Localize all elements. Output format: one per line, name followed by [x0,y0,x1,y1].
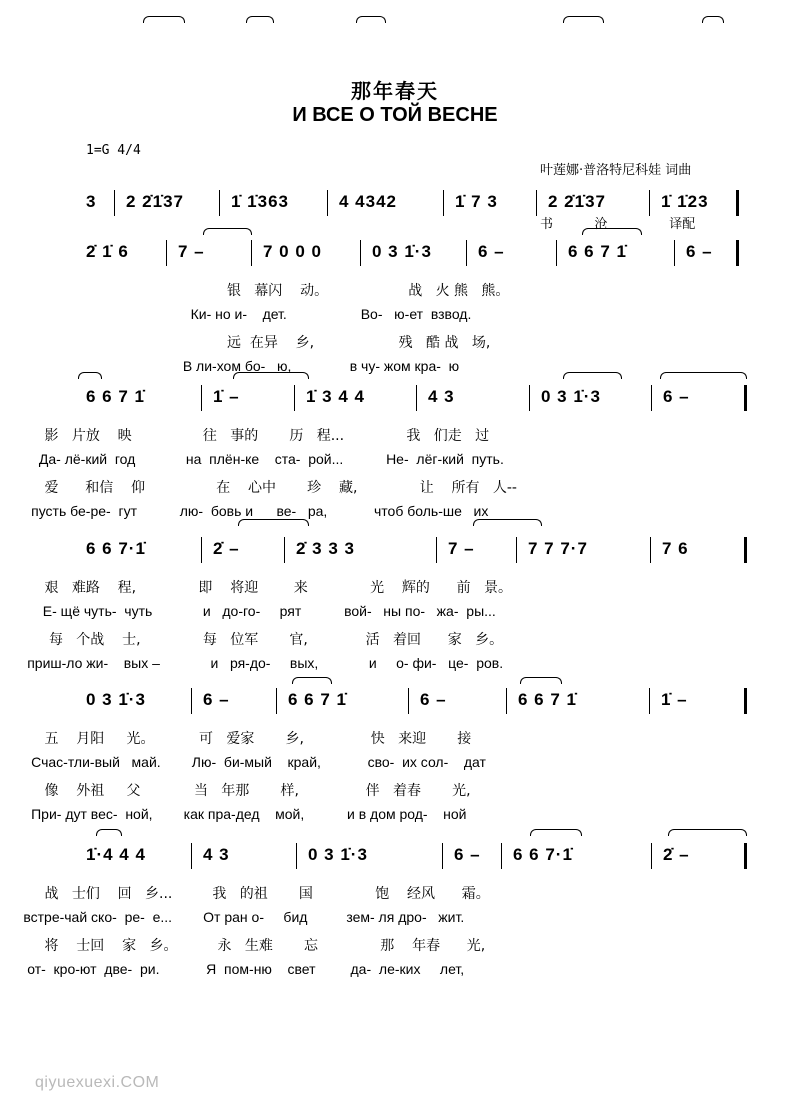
lyric-line: 爱 和信 仰 在 心中 珍 藏, 让 所有 人-- [0,480,517,496]
barline [442,843,443,869]
barline [506,688,507,714]
barline [201,385,202,411]
barline [650,537,651,563]
lyric-line: Да- лё-кий год на плён-ке ста- рой... Не- лёг-кий путь. [0,451,504,467]
credit-line: 书 沧 译配 [540,217,696,232]
watermark: qiyuexuexi.COM [35,1074,160,1091]
barline [649,190,650,216]
tie-arc [473,519,542,526]
lyric-line: Е- щё чуть- чуть и до-го- рят вой- ны по- жа- ры... [0,603,496,619]
measure: 6 – [454,845,481,864]
tie-arc [563,16,604,23]
measure: 1̇ 1̇363 [231,192,289,211]
barline [416,385,417,411]
measure: 0 3 1̇·3 [308,845,368,864]
lyric-line: В ли-хом бо- ю, в чу- жом кра- ю [0,358,460,374]
barline [744,843,747,869]
tie-arc [246,16,274,23]
measure: 6 – [203,690,230,709]
title-chinese: 那年春天 [351,79,439,103]
lyric-line: приш-ло жи- вых – и ря-до- вых, и о- фи- це- ров. [0,655,504,671]
measure: 2̇ – [213,539,240,558]
barline [466,240,467,266]
lyric-line: 艰 难路 程, 即 将迎 来 光 辉的 前 景。 [0,580,512,596]
measure: 2̇ 3 3 3 [296,539,355,558]
credit-line: 叶莲娜·普洛特尼科娃 词曲 [540,163,692,178]
barline [744,537,747,563]
barline [408,688,409,714]
measure: 7 7 7·7 [528,539,588,558]
tie-arc [96,829,122,836]
measure: 0 3 1̇·3 [372,242,432,261]
measure: 6 6 7 1̇ [288,690,347,709]
tie-arc [563,372,622,379]
measure: 0 3 1̇·3 [86,690,146,709]
measure: 6 6 7·1̇ [86,539,146,558]
barline [219,190,220,216]
measure: 1̇·4 4 4 [86,845,146,864]
lyric-line: 银 幕闪 动。 战 火 熊 熊。 [0,283,510,299]
measure: 1̇ 1̇23 [661,192,709,211]
lyric-line: 将 士回 家 乡。 永 生难 忘 那 年春 光, [0,938,486,954]
measure: 2 2̇1̇37 [548,192,606,211]
measure: 1̇ 3 4 4 [306,387,365,406]
barline [327,190,328,216]
measure: 4 3 [203,845,230,864]
lyric-line: Ки- но и- дет. Во- ю-ет взвод. [0,306,472,322]
measure: 6 6 7 1̇ [518,690,577,709]
measure: 0 3 1̇·3 [541,387,601,406]
barline [191,688,192,714]
barline [201,537,202,563]
barline [649,688,650,714]
barline [166,240,167,266]
score-row [0,688,790,822]
barline [744,688,747,714]
tie-arc [702,16,724,23]
lyric-line: При- дут вес- ной, как пра-дед мой, и в дом род- ной [0,806,467,822]
lyric-line: 五 月阳 光。 可 爱家 乡, 快 来迎 接 [0,731,472,747]
measure: 7 – [448,539,475,558]
barline [360,240,361,266]
barline [276,688,277,714]
tie-arc [356,16,386,23]
barline [296,843,297,869]
barline [443,190,444,216]
score-row [0,190,790,226]
measure: 4 4342 [339,192,397,211]
measure: 7 6 [662,539,689,558]
key-signature: 1=G 4/4 [86,143,141,158]
barline [736,240,739,266]
barline [536,190,537,216]
score-row [0,843,790,977]
measure: 6 – [686,242,713,261]
barline [436,537,437,563]
tie-arc [203,228,252,235]
tie-arc [520,677,562,684]
barline [191,843,192,869]
measure: 6 6 7·1̇ [513,845,573,864]
measure: 4 3 [428,387,455,406]
measure: 7 0 0 0 [263,242,322,261]
barline [674,240,675,266]
measure: 7 – [178,242,205,261]
barline [651,843,652,869]
barline [114,190,115,216]
lyric-line: 远 在异 乡, 残 酷 战 场, [0,335,491,351]
tie-arc [78,372,102,379]
lyric-line: пусть бе-ре- гут лю- бовь и ве- ра, чтоб боль-ше их [0,503,489,519]
lyric-line: Счас-тли-вый май. Лю- би-мый край, сво- их сол- дат [0,754,486,770]
measure: 6 6 7 1̇ [568,242,627,261]
measure: 2 2̇1̇37 [126,192,184,211]
lyric-line: 战 士们 回 乡... 我 的祖 国 饱 经风 霜。 [0,886,490,902]
lyric-line: 像 外祖 父 当 年那 样, 伴 着春 光, [0,783,471,799]
tie-arc [660,372,747,379]
tie-arc [238,519,309,526]
barline [556,240,557,266]
measure: 6 – [663,387,690,406]
barline [744,385,747,411]
tie-arc [668,829,747,836]
title-russian: И ВСЕ О ТОЙ ВЕСНЕ [292,104,498,126]
lyric-line: 每 个战 士, 每 位军 官, 活 着回 家 乡。 [0,632,504,648]
barline [736,190,739,216]
score-row [0,385,790,519]
measure: 1̇ 7 3 [455,192,498,211]
barline [651,385,652,411]
tie-arc [292,677,332,684]
measure: 1̇ – [213,387,240,406]
measure: 1̇ – [661,690,688,709]
tie-arc [530,829,582,836]
score-row [0,240,790,374]
barline [251,240,252,266]
barline [529,385,530,411]
measure: 2̇ – [663,845,690,864]
barline [294,385,295,411]
lyric-line: 影 片放 映 往 事的 历 程... 我 们走 过 [0,428,490,444]
tie-arc [143,16,185,23]
measure: 6 – [420,690,447,709]
measure: 6 – [478,242,505,261]
tie-arc [582,228,642,235]
measure: 3 [86,192,97,211]
measure: 2̇ 1̇ 6 [86,242,129,261]
lyric-line: от- кро-ют две- ри. Я пом-ню свет да- ле-ких лет, [0,961,465,977]
barline [284,537,285,563]
barline [501,843,502,869]
lyric-line: встре-чай ско- ре- е... От ран о- бид зем- ля дро- жит. [0,909,465,925]
barline [516,537,517,563]
tie-arc [233,372,309,379]
score-row [0,537,790,671]
measure: 6 6 7 1̇ [86,387,145,406]
